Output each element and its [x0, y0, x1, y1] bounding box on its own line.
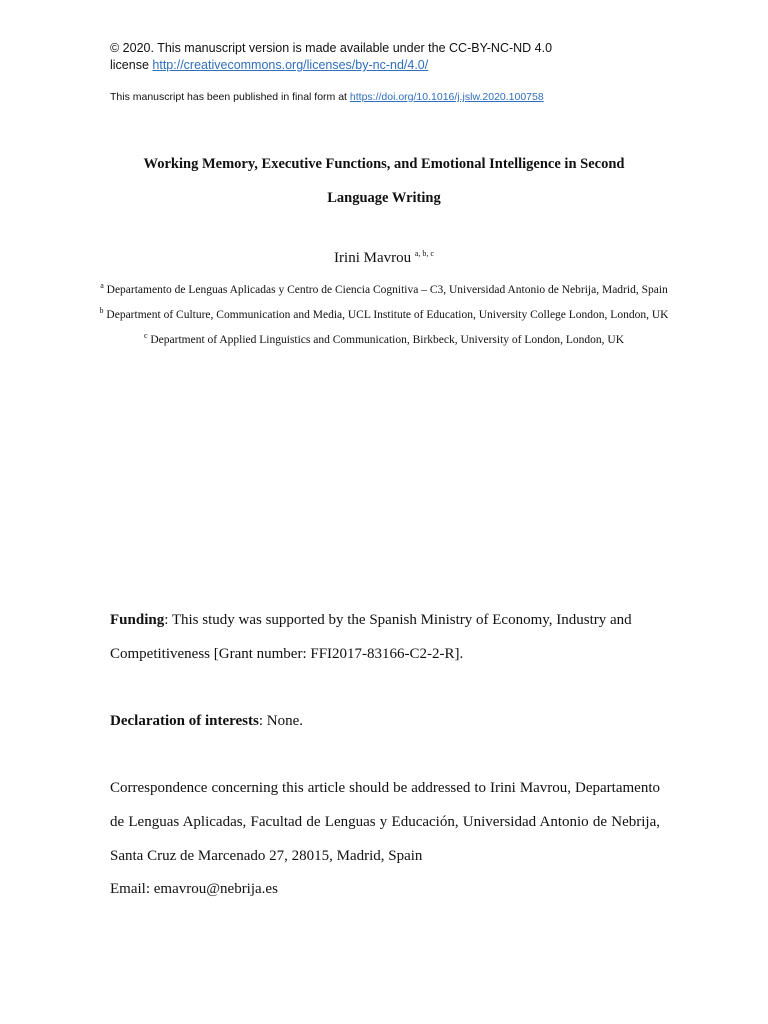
- title-line-1: Working Memory, Executive Functions, and Emotional Intelligence in Second: [143, 156, 625, 172]
- funding-label: Funding: [110, 612, 165, 628]
- funding-text: : This study was supported by the Spanish Ministry of Economy, Industry and Competitiveness [Grant number: FFI2017-83166-C2-2-R].: [110, 612, 632, 662]
- funding-statement: [110, 603, 660, 671]
- affiliation-c: [60, 331, 708, 346]
- affiliation-text: Department of Culture, Communication and Media, UCL Institute of Education, University College London, London, UK: [106, 309, 669, 321]
- license-url-line: [110, 57, 552, 74]
- declaration-statement: [110, 704, 660, 738]
- license-link[interactable]: http://creativecommons.org/licenses/by-nc-nd/4.0/: [152, 58, 429, 72]
- affiliation-mark: a: [100, 281, 104, 291]
- affiliation-b: [60, 306, 708, 321]
- affiliation-mark: c: [143, 331, 148, 341]
- published-text: This manuscript has been published in final form at: [110, 91, 347, 103]
- author-affiliation-marks: a, b, c: [414, 249, 434, 258]
- correspondence-statement: Correspondence concerning this article should be addressed to Irini Mavrou, Departamento de Lenguas Aplicadas, Facultad de Lenguas y Educación, Universidad Antonio de Nebrija, Santa Cruz de Marcenado 27, 28015, Madrid, Spain: [110, 780, 660, 864]
- license-notice: [110, 40, 552, 74]
- affiliation-a: [60, 281, 708, 296]
- doi-link[interactable]: https://doi.org/10.1016/j.jslw.2020.100758: [349, 91, 544, 103]
- title-line-2: Language Writing: [327, 190, 441, 206]
- affiliation-text: Departamento de Lenguas Aplicadas y Centro de Ciencia Cognitiva – C3, Universidad Antonio de Nebrija, Madrid, Spain: [106, 284, 668, 296]
- affiliation-text: Department of Applied Linguistics and Communication, Birkbeck, University of London, London, UK: [150, 334, 625, 346]
- author-name: Irini Mavrou: [334, 250, 412, 266]
- author-line: [0, 250, 768, 267]
- declaration-text: : None.: [258, 713, 304, 729]
- published-note: [110, 90, 544, 104]
- license-prefix: license: [110, 58, 149, 72]
- affiliation-mark: b: [99, 306, 104, 316]
- license-statement: © 2020. This manuscript version is made available under the CC-BY-NC-ND 4.0: [110, 41, 553, 55]
- email-line: Email: emavrou@nebrija.es: [110, 881, 278, 897]
- article-title: [60, 147, 708, 215]
- declaration-label: Declaration of interests: [110, 713, 259, 729]
